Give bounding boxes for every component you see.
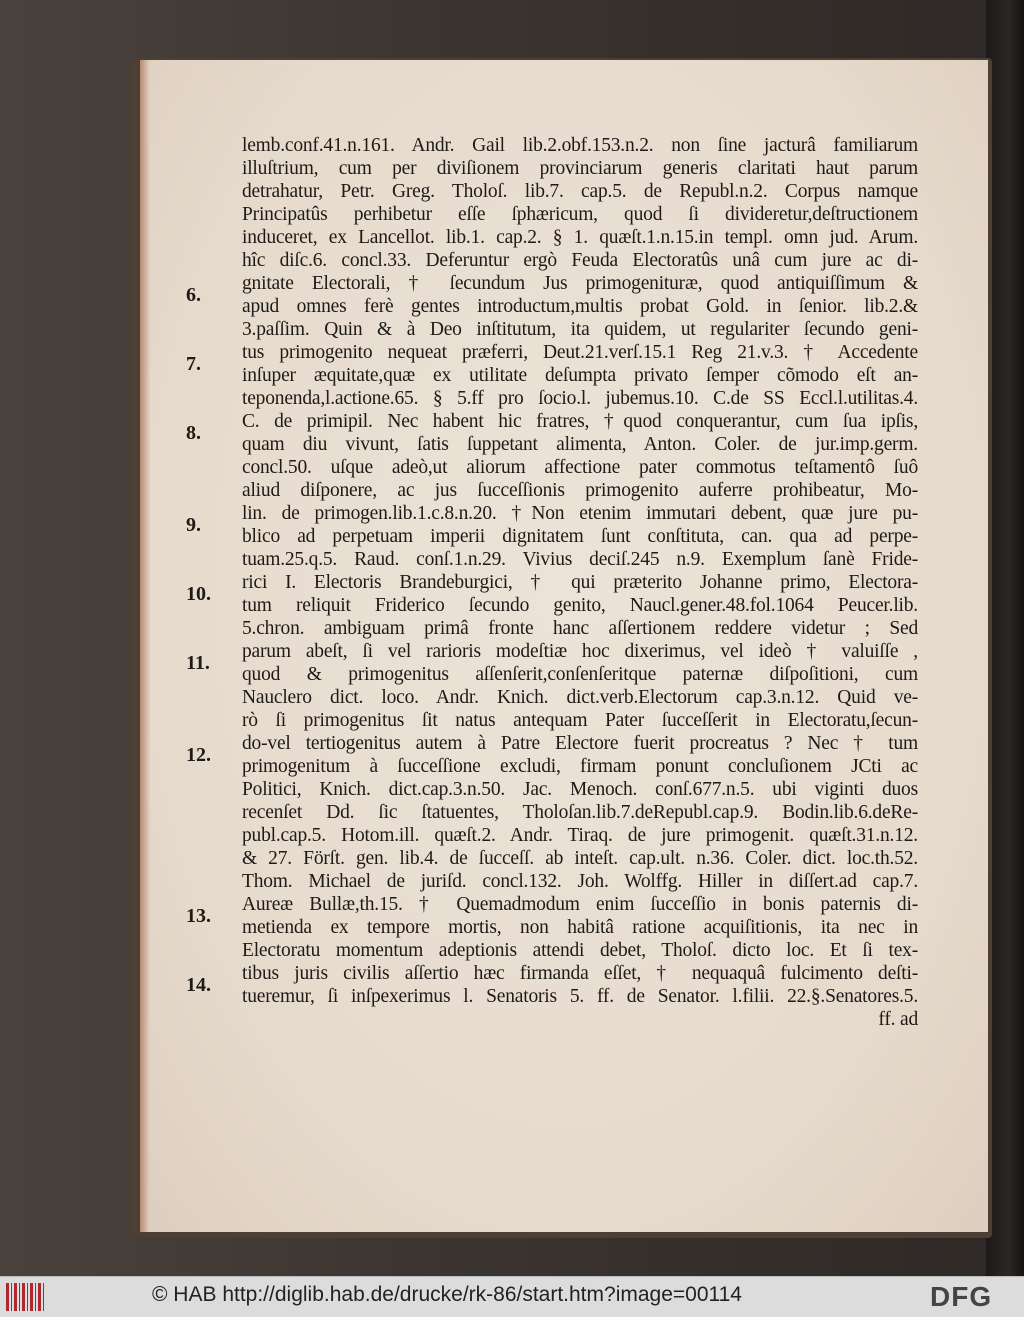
- text-line: publ.cap.5. Hotom.ill. quæſt.2. Andr. Tiraq. de jure primogenit. quæſt.31.n.12.: [242, 825, 918, 846]
- text-line: parum abeſt, ſi vel rarioris modeſtiæ hoc dixerimus, vel ideò † valuiſſe ,: [242, 641, 918, 662]
- text-line: 5.chron. ambiguam primâ fronte hanc aſſertionem reddere videtur ; Sed: [242, 618, 918, 639]
- text-line: lemb.conf.41.n.161. Andr. Gail lib.2.obf.153.n.2. non ſine jacturâ familiarum: [242, 135, 918, 156]
- text-line: tum reliquit Friderico ſecundo genito, Naucl.gener.48.fol.1064 Peucer.lib.: [242, 595, 918, 616]
- margin-number: 14.: [186, 974, 211, 996]
- barcode-icon: [6, 1283, 44, 1311]
- text-line: induceret, ex Lancellot. lib.1. cap.2. § 1. quæſt.1.n.15.in templ. omn jud. Arum.: [242, 227, 918, 248]
- text-line: Politici, Knich. dict.cap.3.n.50. Jac. Menoch. conſ.677.n.5. ubi viginti duos: [242, 779, 918, 800]
- text-line: Nauclero dict. loco. Andr. Knich. dict.verb.Electorum cap.3.n.12. Quid ve-: [242, 687, 918, 708]
- text-line: quam diu vivunt, ſatis ſuppetant alimenta, Anton. Coler. de jur.imp.germ.: [242, 434, 918, 455]
- margin-number: 9.: [186, 514, 201, 536]
- text-line: Thom. Michael de juriſd. concl.132. Joh. Wolffg. Hiller in diſſert.ad cap.7.: [242, 871, 918, 892]
- margin-number: 7.: [186, 353, 201, 375]
- text-line: tueremur, ſi inſpexerimus l. Senatoris 5. ff. de Senator. l.filii. 22.§.Senatores.5.: [242, 986, 918, 1007]
- text-line: apud omnes ferè gentes introductum,multis probat Gold. in ſenior. lib.2.&: [242, 296, 918, 317]
- text-line: aliud diſponere, ac jus ſucceſſionis primogenito auferre prohibeatur, Mo-: [242, 480, 918, 501]
- text-line: tuam.25.q.5. Raud. conſ.1.n.29. Vivius deciſ.245 n.9. Exemplum ſanè Fride-: [242, 549, 918, 570]
- text-line: Aureæ Bullæ,th.15. † Quemadmodum enim ſucceſſio in bonis paternis di-: [242, 894, 918, 915]
- text-line: inſuper æquitate,quæ ex utilitate deſumpta privato ſemper cõmodo eſt an-: [242, 365, 918, 386]
- text-line: rò ſi primogenitus ſit natus antequam Pater ſucceſſerit in Electoratu,ſecun-: [242, 710, 918, 731]
- margin-number: 8.: [186, 422, 201, 444]
- text-line: detrahatur, Petr. Greg. Tholoſ. lib.7. cap.5. de Republ.n.2. Corpus namque: [242, 181, 918, 202]
- margin-number: 11.: [186, 652, 210, 674]
- dfg-logo: DFG: [930, 1281, 993, 1312]
- text-line: quod & primogenitus aſſenſerit,conſenſeritque paternæ diſpoſitioni, cum: [242, 664, 918, 685]
- text-line: do-vel tertiogenitus autem à Patre Electore fuerit procreatus ? Nec † tum: [242, 733, 918, 754]
- margin-number: 10.: [186, 583, 211, 605]
- text-line: tus primogenito nequeat præferri, Deut.21.verſ.15.1 Reg 21.v.3. † Accedente: [242, 342, 918, 363]
- text-line: hîc diſc.6. concl.33. Deferuntur ergò Feuda Electoratûs unâ cum jure ac di-: [242, 250, 918, 271]
- text-line: lin. de primogen.lib.1.c.8.n.20. †Non etenim immutari debent, quæ jure pu-: [242, 503, 918, 524]
- text-line: 3.paſſim. Quin & à Deo inſtitutum, ita quidem, ut regulariter ſecundo geni-: [242, 319, 918, 340]
- text-line: metienda ex tempore mortis, non habitâ ratione acquiſitionis, ita nec in: [242, 917, 918, 938]
- catchword: ff. ad: [878, 1009, 918, 1030]
- text-line: primogenitum à ſucceſſione excludi, firmam ponunt concluſionem JCti ac: [242, 756, 918, 777]
- margin-number: 13.: [186, 905, 211, 927]
- footer-bar: [0, 1276, 1024, 1317]
- text-line: rici I. Electoris Brandeburgici, † qui præterito Johanne primo, Electora-: [242, 572, 918, 593]
- text-line: blico ad perpetuam imperii dignitatem ſunt conſtituta, can. qua ad perpe-: [242, 526, 918, 547]
- text-line: Electoratu momentum adeptionis attendi debet, Tholoſ. dicto loc. Et ſi tex-: [242, 940, 918, 961]
- text-line: tibus juris civilis aſſertio hæc firmanda eſſet, † nequaquâ fulcimento deſti-: [242, 963, 918, 984]
- margin-number: 12.: [186, 744, 211, 766]
- margin-number: 6.: [186, 284, 201, 306]
- text-line: recenſet Dd. ſic ſtatuentes, Tholoſan.lib.7.deRepubl.cap.9. Bodin.lib.6.deRe-: [242, 802, 918, 823]
- text-line: teponenda,l.actione.65. § 5.ff pro ſocio.l. jubemus.10. C.de SS Eccl.l.utilitas.4.: [242, 388, 918, 409]
- text-line: & 27. Förſt. gen. lib.4. de ſucceſſ. ab inteſt. cap.ult. n.36. Coler. dict. loc.th.52.: [242, 848, 918, 869]
- text-line: illuſtrium, cum per diviſionem provinciarum generis claritati haut parum: [242, 158, 918, 179]
- text-line: C. de primipil. Nec habent hic fratres, †quod conquerantur, cum ſua ipſis,: [242, 411, 918, 432]
- text-line: concl.50. uſque adeò,ut aliorum affectione pater commotus teſtamentô ſuô: [242, 457, 918, 478]
- text-line: gnitate Electorali, † ſecundum Jus primogenituræ, quod antiquiſſimum &: [242, 273, 918, 294]
- text-line: Principatûs perhibetur eſſe ſphæricum, quod ſi divideretur,deſtructionem: [242, 204, 918, 225]
- source-credit-link[interactable]: © HAB http://diglib.hab.de/drucke/rk-86/start.htm?image=00114: [152, 1283, 742, 1306]
